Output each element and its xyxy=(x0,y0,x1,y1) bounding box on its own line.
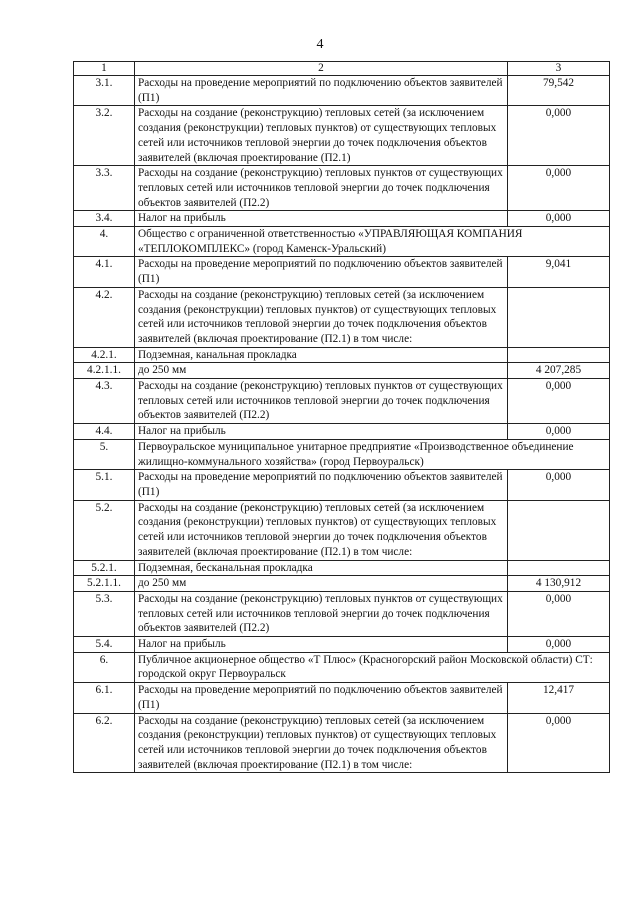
table-row xyxy=(74,363,610,379)
row-value: 0,000 xyxy=(508,379,610,424)
row-value: 0,000 xyxy=(508,166,610,211)
row-description: Расходы на проведение мероприятий по подключению объектов заявителей (П1) xyxy=(135,470,508,500)
row-description: до 250 мм xyxy=(135,363,508,379)
table-row xyxy=(74,287,610,347)
row-description: Расходы на проведение мероприятий по подключению объектов заявителей (П1) xyxy=(135,257,508,287)
row-number: 5.2. xyxy=(74,500,135,560)
row-number: 4.2.1.1. xyxy=(74,363,135,379)
row-description: Публичное акционерное общество «Т Плюс» (Красногорский район Московской области) СТ: городской округ Первоуральск xyxy=(135,652,610,682)
table-row xyxy=(74,106,610,166)
table-row xyxy=(74,166,610,211)
row-description: Расходы на создание (реконструкцию) тепловых сетей (за исключением создания (реконструкции) тепловых пунктов) от существующих тепловых сетей или источников тепловой энергии до точек подключения объектов заявителей (включая проектирование (П2.1) в том числе: xyxy=(135,500,508,560)
row-description: Расходы на создание (реконструкцию) тепловых сетей (за исключением создания (реконструкции) тепловых пунктов) от существующих тепловых сетей или источников тепловой энергии до точек подключения объектов заявителей (включая проектирование (П2.1) xyxy=(135,106,508,166)
row-description: Подземная, канальная прокладка xyxy=(135,347,508,363)
row-description: Расходы на проведение мероприятий по подключению объектов заявителей (П1) xyxy=(135,683,508,713)
row-number: 6.1. xyxy=(74,683,135,713)
row-number: 3.4. xyxy=(74,211,135,227)
row-number: 3.3. xyxy=(74,166,135,211)
row-number: 4.1. xyxy=(74,257,135,287)
row-description: Первоуральское муниципальное унитарное предприятие «Производственное объединение жилищно-коммунального хозяйства» (город Первоуральск) xyxy=(135,439,610,469)
table-row xyxy=(74,211,610,227)
table-row xyxy=(74,560,610,576)
row-value: 0,000 xyxy=(508,591,610,636)
table-row xyxy=(74,347,610,363)
table-row xyxy=(74,424,610,440)
row-value: 4 130,912 xyxy=(508,576,610,592)
row-value: 0,000 xyxy=(508,106,610,166)
row-number: 4.2.1. xyxy=(74,347,135,363)
row-value: 79,542 xyxy=(508,76,610,106)
table-row xyxy=(74,713,610,773)
table-row xyxy=(74,257,610,287)
row-description: до 250 мм xyxy=(135,576,508,592)
header-col-3: 3 xyxy=(508,62,610,76)
row-number: 5.2.1. xyxy=(74,560,135,576)
table-header-row xyxy=(74,62,610,76)
row-value xyxy=(508,500,610,560)
table-row xyxy=(74,500,610,560)
table-row xyxy=(74,227,610,257)
row-value xyxy=(508,287,610,347)
row-number: 6.2. xyxy=(74,713,135,773)
row-description: Расходы на создание (реконструкцию) тепловых пунктов от существующих тепловых сетей или источников тепловой энергии до точек подключения объектов заявителей (П2.2) xyxy=(135,591,508,636)
row-number: 3.1. xyxy=(74,76,135,106)
row-description: Расходы на создание (реконструкцию) тепловых сетей (за исключением создания (реконструкции) тепловых пунктов) от существующих тепловых сетей или источников тепловой энергии до точек подключения объектов заявителей (включая проектирование (П2.1) в том числе: xyxy=(135,713,508,773)
row-value xyxy=(508,560,610,576)
row-value xyxy=(508,347,610,363)
row-description: Расходы на создание (реконструкцию) тепловых пунктов от существующих тепловых сетей или источников тепловой энергии до точек подключения объектов заявителей (П2.2) xyxy=(135,166,508,211)
row-value: 0,000 xyxy=(508,470,610,500)
tariff-table xyxy=(73,61,610,773)
row-description: Расходы на проведение мероприятий по подключению объектов заявителей (П1) xyxy=(135,76,508,106)
page-number: 4 xyxy=(316,37,324,52)
row-number: 3.2. xyxy=(74,106,135,166)
table-row xyxy=(74,76,610,106)
row-value: 0,000 xyxy=(508,424,610,440)
row-value: 0,000 xyxy=(508,637,610,653)
row-number: 4. xyxy=(74,227,135,257)
row-value: 0,000 xyxy=(508,713,610,773)
row-number: 5.2.1.1. xyxy=(74,576,135,592)
row-description: Расходы на создание (реконструкцию) тепловых пунктов от существующих тепловых сетей или источников тепловой энергии до точек подключения объектов заявителей (П2.2) xyxy=(135,379,508,424)
row-description: Налог на прибыль xyxy=(135,637,508,653)
row-description: Налог на прибыль xyxy=(135,211,508,227)
row-number: 4.4. xyxy=(74,424,135,440)
table-row xyxy=(74,652,610,682)
table-row xyxy=(74,470,610,500)
table-row xyxy=(74,637,610,653)
table-body xyxy=(74,62,610,773)
row-description: Общество с ограниченной ответственностью «УПРАВЛЯЮЩАЯ КОМПАНИЯ «ТЕПЛОКОМПЛЕКС» (город Каменск-Уральский) xyxy=(135,227,610,257)
row-number: 6. xyxy=(74,652,135,682)
row-value: 4 207,285 xyxy=(508,363,610,379)
row-number: 4.3. xyxy=(74,379,135,424)
row-value: 12,417 xyxy=(508,683,610,713)
table-row xyxy=(74,379,610,424)
table-row xyxy=(74,439,610,469)
header-col-2: 2 xyxy=(135,62,508,76)
row-value: 0,000 xyxy=(508,211,610,227)
table-row xyxy=(74,576,610,592)
row-description: Подземная, бесканальная прокладка xyxy=(135,560,508,576)
table-row xyxy=(74,591,610,636)
table-row xyxy=(74,683,610,713)
row-number: 5.3. xyxy=(74,591,135,636)
row-number: 4.2. xyxy=(74,287,135,347)
header-col-1: 1 xyxy=(74,62,135,76)
row-number: 5.4. xyxy=(74,637,135,653)
row-description: Расходы на создание (реконструкцию) тепловых сетей (за исключением создания (реконструкции) тепловых пунктов) от существующих тепловых сетей или источников тепловой энергии до точек подключения объектов заявителей (включая проектирование (П2.1) в том числе: xyxy=(135,287,508,347)
row-number: 5. xyxy=(74,439,135,469)
row-description: Налог на прибыль xyxy=(135,424,508,440)
row-value: 9,041 xyxy=(508,257,610,287)
row-number: 5.1. xyxy=(74,470,135,500)
